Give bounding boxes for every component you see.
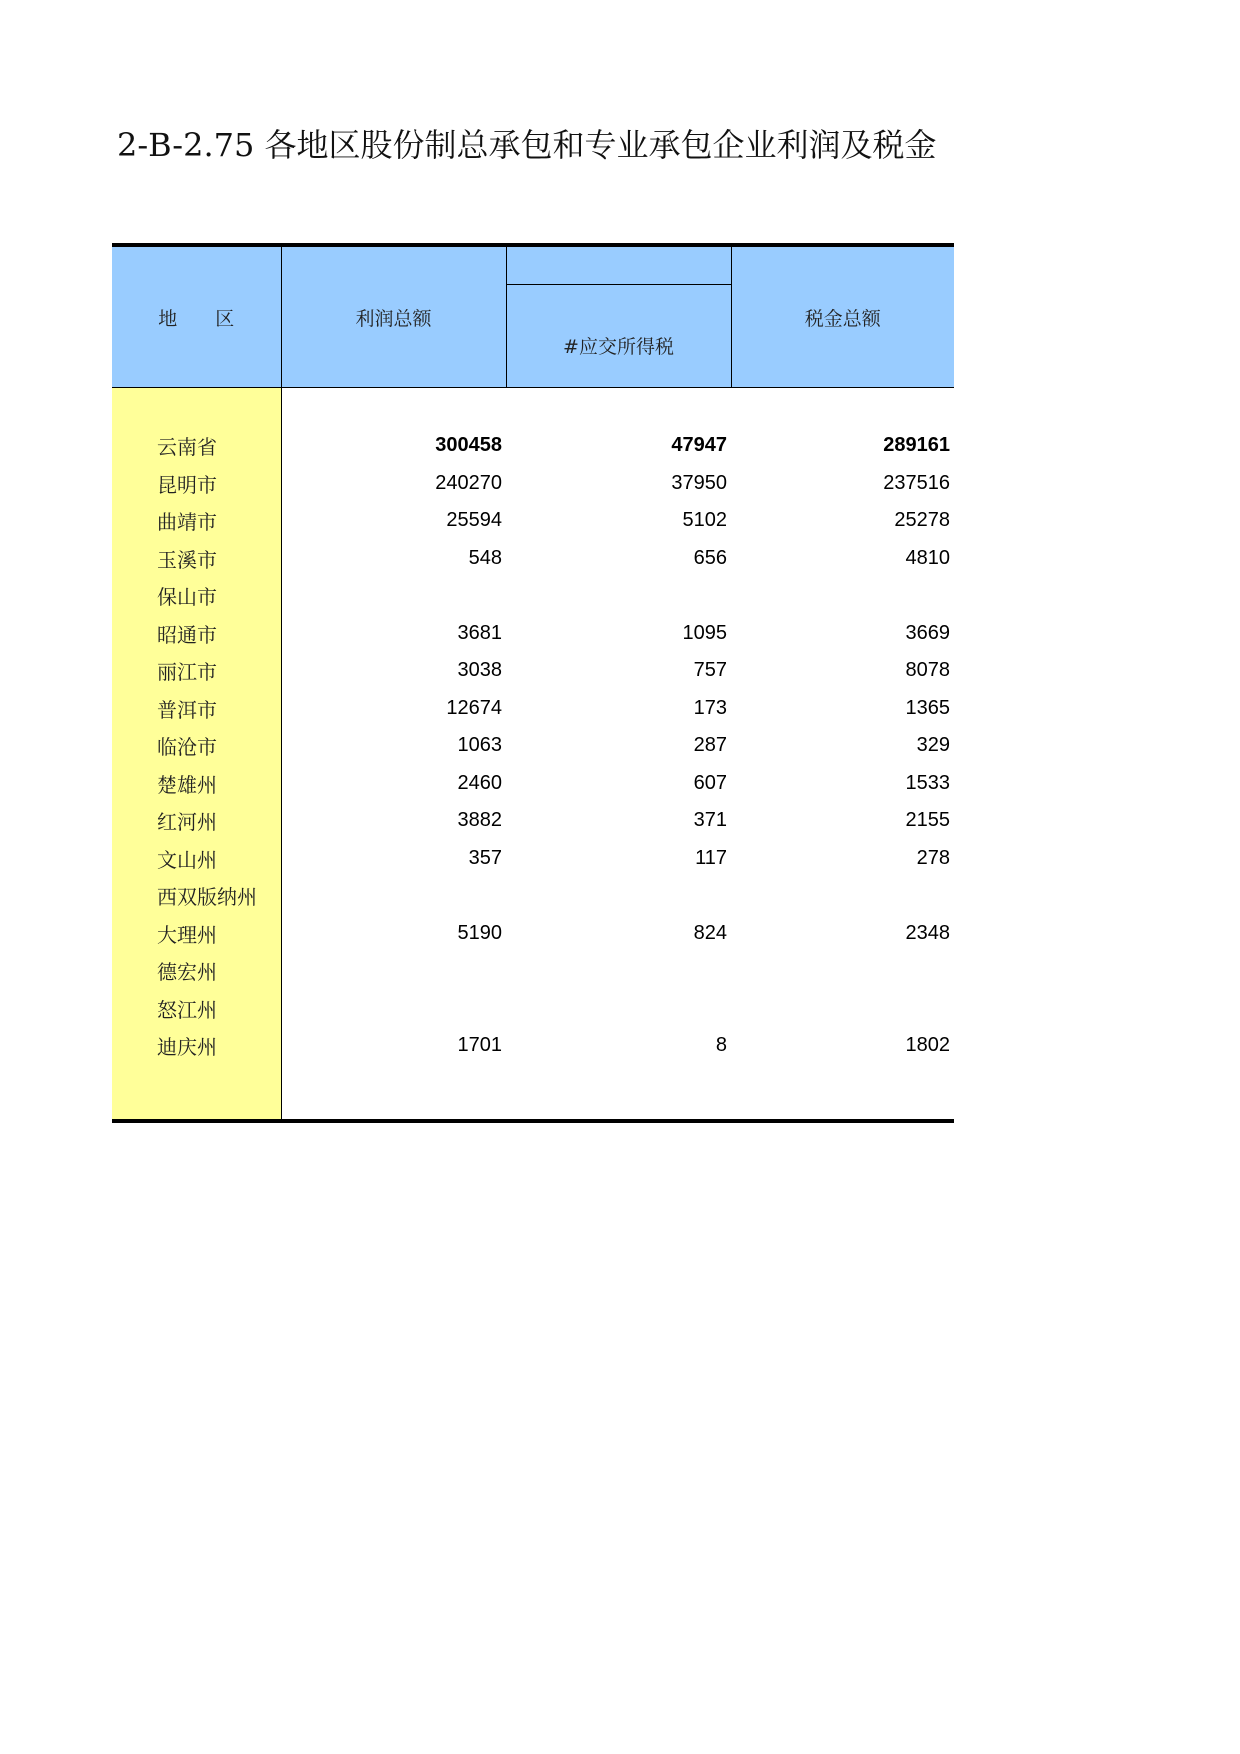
tax-total-cell: 3669 xyxy=(905,621,950,644)
tax-total-cell: 8078 xyxy=(905,659,950,682)
profit-total-cell xyxy=(281,952,506,990)
income-tax-cell: 607 xyxy=(693,771,727,794)
region-cell: 曲靖市 xyxy=(112,502,281,540)
income-tax-cell: 5102 xyxy=(682,509,727,532)
header-blank-cell xyxy=(506,245,731,285)
header-tax-total: 税金总额 xyxy=(731,245,954,388)
table-row xyxy=(112,540,954,578)
tax-total-cell: 25278 xyxy=(894,509,950,532)
profit-total-cell: 240270 xyxy=(435,471,502,494)
page-title: 2-B-2.75 各地区股份制总承包和专业承包企业利润及税金 xyxy=(117,126,937,164)
table-row xyxy=(112,1027,954,1065)
spacer-row-bottom xyxy=(112,1065,954,1121)
region-cell: 德宏州 xyxy=(112,952,281,990)
data-table xyxy=(112,243,954,1123)
income-tax-cell: 47947 xyxy=(671,434,727,457)
profit-total-cell: 25594 xyxy=(446,509,502,532)
tax-total-cell: 278 xyxy=(916,846,950,869)
profit-total-cell xyxy=(281,990,506,1028)
table-row xyxy=(112,502,954,540)
table-row-total xyxy=(112,427,954,465)
region-cell: 怒江州 xyxy=(112,990,281,1028)
table-row xyxy=(112,765,954,803)
income-tax-cell: 173 xyxy=(693,696,727,719)
profit-total-cell: 12674 xyxy=(446,696,502,719)
region-cell: 保山市 xyxy=(112,577,281,615)
table-row xyxy=(112,652,954,690)
income-tax-cell xyxy=(506,577,731,615)
data-table-container xyxy=(112,243,954,1123)
region-cell: 普洱市 xyxy=(112,690,281,728)
region-cell: 西双版纳州 xyxy=(112,877,281,915)
table-row xyxy=(112,577,954,615)
tax-total-cell xyxy=(731,952,954,990)
table-row xyxy=(112,952,954,990)
table-row xyxy=(112,465,954,503)
region-cell: 云南省 xyxy=(112,427,281,465)
region-cell: 楚雄州 xyxy=(112,765,281,803)
table-row xyxy=(112,840,954,878)
profit-total-cell xyxy=(281,877,506,915)
tax-total-cell: 329 xyxy=(916,734,950,757)
tax-total-cell: 237516 xyxy=(883,471,950,494)
tax-total-cell: 2155 xyxy=(905,809,950,832)
region-cell: 大理州 xyxy=(112,915,281,953)
spacer-row xyxy=(112,388,954,428)
profit-total-cell: 300458 xyxy=(435,434,502,457)
income-tax-cell: 287 xyxy=(693,734,727,757)
profit-total-cell: 3882 xyxy=(457,809,502,832)
table-row xyxy=(112,615,954,653)
table-row xyxy=(112,802,954,840)
table-row xyxy=(112,690,954,728)
region-cell: 昭通市 xyxy=(112,615,281,653)
tax-total-cell: 1533 xyxy=(905,771,950,794)
profit-total-cell: 3038 xyxy=(457,659,502,682)
table-body xyxy=(112,388,954,1121)
profit-total-cell: 357 xyxy=(468,846,502,869)
table-row xyxy=(112,990,954,1028)
header-income-tax: #应交所得税 xyxy=(506,285,731,388)
income-tax-cell: 824 xyxy=(693,921,727,944)
income-tax-cell: 8 xyxy=(715,1034,727,1057)
region-cell: 丽江市 xyxy=(112,652,281,690)
header-profit-total: 利润总额 xyxy=(281,245,506,388)
income-tax-cell xyxy=(506,877,731,915)
income-tax-cell: 656 xyxy=(693,546,727,569)
region-cell: 红河州 xyxy=(112,802,281,840)
income-tax-cell: 37950 xyxy=(671,471,727,494)
income-tax-cell xyxy=(506,990,731,1028)
region-cell: 文山州 xyxy=(112,840,281,878)
tax-total-cell: 289161 xyxy=(883,434,950,457)
profit-total-cell: 1701 xyxy=(457,1034,502,1057)
income-tax-cell: 1095 xyxy=(682,621,727,644)
table-row xyxy=(112,877,954,915)
tax-total-cell xyxy=(731,990,954,1028)
table-row xyxy=(112,915,954,953)
region-cell: 玉溪市 xyxy=(112,540,281,578)
region-cell: 昆明市 xyxy=(112,465,281,503)
income-tax-cell: 371 xyxy=(693,809,727,832)
profit-total-cell: 3681 xyxy=(457,621,502,644)
tax-total-cell: 1365 xyxy=(905,696,950,719)
region-cell: 迪庆州 xyxy=(112,1027,281,1065)
table-row xyxy=(112,727,954,765)
profit-total-cell: 5190 xyxy=(457,921,502,944)
income-tax-cell: 117 xyxy=(695,846,727,869)
header-region: 地区 xyxy=(112,245,281,388)
profit-total-cell: 1063 xyxy=(457,734,502,757)
tax-total-cell xyxy=(731,577,954,615)
tax-total-cell xyxy=(731,877,954,915)
tax-total-cell: 2348 xyxy=(905,921,950,944)
tax-total-cell: 1802 xyxy=(905,1034,950,1057)
tax-total-cell: 4810 xyxy=(905,546,950,569)
income-tax-cell: 757 xyxy=(693,659,727,682)
profit-total-cell: 548 xyxy=(468,546,502,569)
profit-total-cell xyxy=(281,577,506,615)
income-tax-cell xyxy=(506,952,731,990)
profit-total-cell: 2460 xyxy=(457,771,502,794)
region-cell: 临沧市 xyxy=(112,727,281,765)
